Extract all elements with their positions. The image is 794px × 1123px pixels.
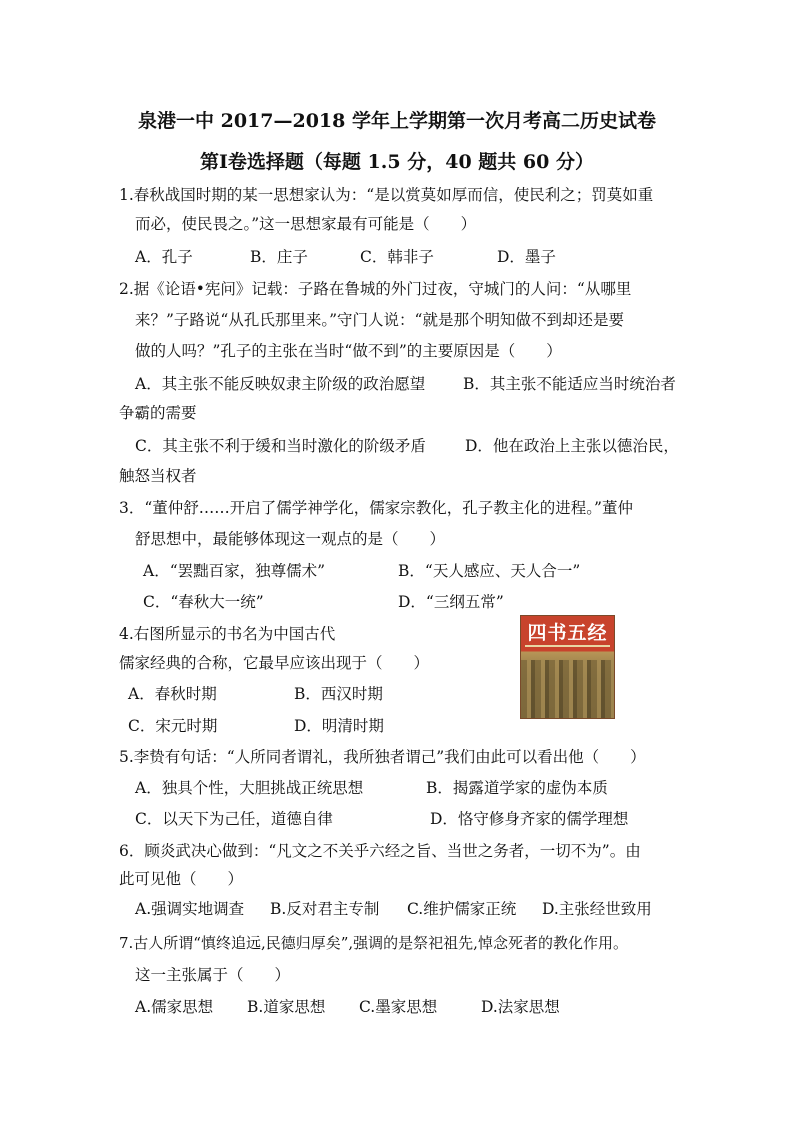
question-1-option-c: C．韩非子 [360, 248, 434, 266]
question-7-line-2: 这一主张属于（ ） [135, 966, 291, 984]
question-4-option-b: B．西汉时期 [294, 685, 383, 703]
question-6-line-2: 此可见他（ ） [119, 870, 244, 888]
question-3-option-c: C．“春秋大一统” [143, 593, 264, 611]
book-cover-band [525, 645, 610, 647]
question-5-option-b: B．揭露道学家的虚伪本质 [426, 779, 608, 797]
question-3-option-d: D．“三纲五常” [398, 593, 504, 611]
question-7-option-a: A.儒家思想 [135, 998, 214, 1016]
question-2-line-2: 来？”子路说“从孔氏那里来。”守门人说：“就是那个明知做不到却还是要 [135, 311, 624, 329]
book-cover-image [520, 615, 615, 719]
question-2-option-c: C．其主张不利于缓和当时激化的阶级矛盾 [135, 437, 426, 455]
question-6-line-1: 6．顾炎武决心做到：“凡文之不关乎六经之旨、当世之务者，一切不为”。由 [119, 842, 641, 860]
book-cover-painting [521, 660, 614, 718]
question-2-option-a: A．其主张不能反映奴隶主阶级的政治愿望 [135, 375, 426, 393]
question-7-option-d: D.法家思想 [481, 998, 560, 1016]
question-5-option-d: D．恪守修身齐家的儒学理想 [430, 810, 629, 828]
question-6-option-a: A.强调实地调查 [135, 900, 245, 918]
question-3-line-1: 3．“董仲舒……开启了儒学神学化，儒家宗教化，孔子教主化的进程。”董仲 [119, 499, 633, 517]
question-6-option-b: B.反对君主专制 [270, 900, 380, 918]
question-1-option-b: B．庄子 [250, 248, 308, 266]
question-2-option-b: B．其主张不能适应当时统治者 [463, 375, 676, 393]
question-4-line-2: 儒家经典的合称，它最早应该出现于（ ） [119, 654, 430, 672]
question-3-line-2: 舒思想中，最能够体现这一观点的是（ ） [135, 530, 446, 548]
book-cover-title: 四书五经 [527, 622, 608, 644]
question-7-line-1: 7.古人所谓“慎终追远,民德归厚矣”,强调的是祭祀祖先,悼念死者的教化作用。 [119, 934, 628, 952]
question-3-option-a: A．“罢黜百家，独尊儒术” [143, 562, 326, 580]
question-5-option-a: A．独具个性，大胆挑战正统思想 [135, 779, 364, 797]
question-1-line-2: 而必，使民畏之。”这一思想家最有可能是（ ） [135, 215, 477, 233]
question-4-option-a: A．春秋时期 [128, 685, 217, 703]
question-5-line-1: 5.李贽有句话：“人所同者谓礼，我所独者谓己”我们由此可以看出他（ ） [119, 748, 646, 766]
question-2-option-d: D．他在政治上主张以德治民， [465, 437, 679, 455]
question-7-option-c: C.墨家思想 [359, 998, 438, 1016]
question-4-line-1: 4.右图所显示的书名为中国古代 [119, 625, 336, 643]
question-1-option-a: A．孔子 [135, 248, 193, 266]
question-3-option-b: B．“天人感应、天人合一” [398, 562, 581, 580]
question-1-line-1: 1.春秋战国时期的某一思想家认为：“是以赏莫如厚而信，使民利之；罚莫如重 [119, 186, 654, 204]
question-6-option-d: D.主张经世致用 [542, 900, 652, 918]
question-2-line-3: 做的人吗？”孔子的主张在当时“做不到”的主要原因是（ ） [135, 342, 562, 360]
question-4-option-d: D．明清时期 [294, 717, 384, 735]
question-2-option-b-cont: 争霸的需要 [119, 404, 197, 422]
section-title: 第Ⅰ卷选择题（每题 1.5 分，40 题共 60 分） [200, 151, 594, 173]
question-7-option-b: B.道家思想 [247, 998, 326, 1016]
question-5-option-c: C．以天下为己任，道德自律 [135, 810, 333, 828]
question-1-option-d: D．墨子 [497, 248, 556, 266]
question-2-option-d-cont: 触怒当权者 [119, 467, 197, 485]
question-6-option-c: C.维护儒家正统 [407, 900, 517, 918]
question-2-line-1: 2.据《论语•宪问》记载：子路在鲁城的外门过夜，守城门的人问：“从哪里 [119, 280, 632, 298]
question-4-option-c: C．宋元时期 [128, 717, 218, 735]
exam-title: 泉港一中 2017—2018 学年上学期第一次月考高二历史试卷 [138, 110, 656, 132]
